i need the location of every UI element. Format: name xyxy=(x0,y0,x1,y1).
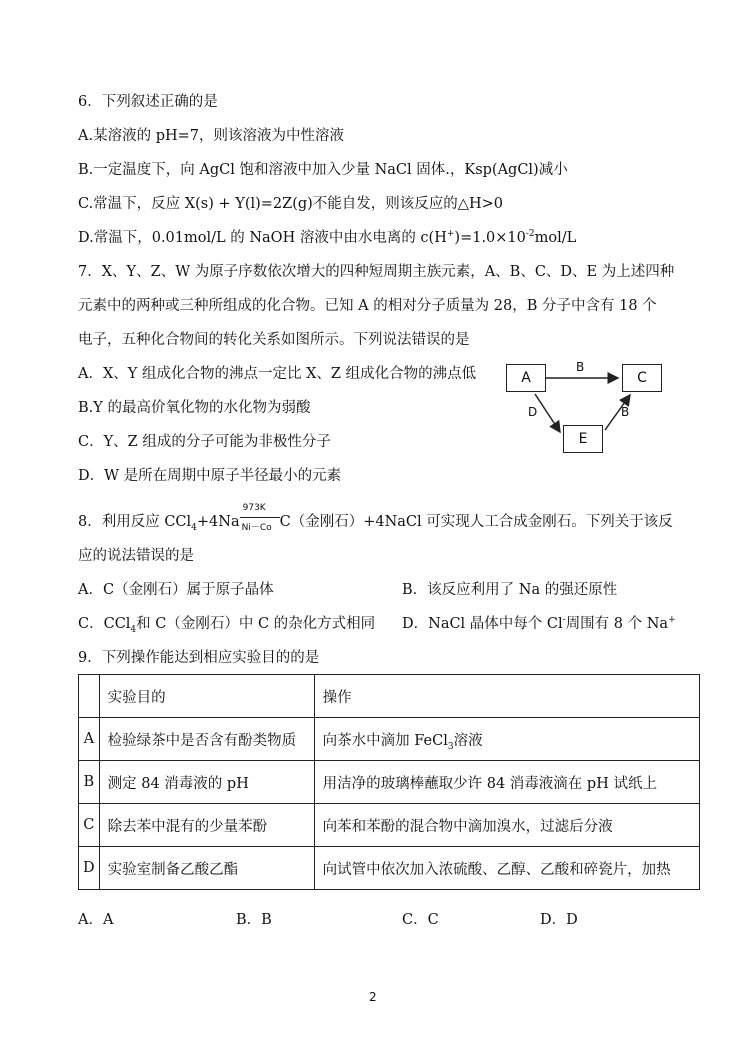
row-operation: 向苯和苯酚的混合物中滴加溴水，过滤后分液 xyxy=(314,804,699,847)
q7-stem-line3: 电子，五种化合物间的转化关系如图所示。下列说法错误的是 xyxy=(78,332,470,348)
q6-stem: 6．下列叙述正确的是 xyxy=(78,94,218,110)
q7-stem-line1: 7．X、Y、Z、W 为原子序数依次增大的四种短周期主族元素，A、B、C、D、E 为上述四种 xyxy=(78,264,675,280)
table-header-row xyxy=(79,675,700,718)
table-row xyxy=(79,718,700,761)
table-row xyxy=(79,804,700,847)
row-operation: 向试管中依次加入浓硫酸、乙醇、乙酸和碎瓷片，加热 xyxy=(314,847,699,890)
row-purpose: 实验室制备乙酸乙酯 xyxy=(99,847,314,890)
q9-choice-a: A．A xyxy=(78,912,114,928)
q7-option-b: B.Y 的最高价氧化物的水化物为弱酸 xyxy=(78,400,311,416)
q7-option-d: D．W 是所在周期中原子半径最小的元素 xyxy=(78,468,342,484)
page-number: 2 xyxy=(369,990,377,1004)
q7-stem-line2: 元素中的两种或三种所组成的化合物。已知 A 的相对分子质量为 28，B 分子中含有 18 个 xyxy=(78,298,657,314)
q8-option-c: C．CCl$_4$和 C（金刚石）中 C 的杂化方式相同 xyxy=(78,616,376,635)
q7-option-c: C．Y、Z 组成的分子可能为非极性分子 xyxy=(78,434,331,450)
box-a: A xyxy=(506,364,546,392)
q9-table xyxy=(78,674,700,890)
q9-choice-d: D．D xyxy=(540,912,578,928)
q7-option-a: A．X、Y 组成化合物的沸点一定比 X、Z 组成化合物的沸点低 xyxy=(78,366,477,382)
q8-option-a: A．C（金刚石）属于原子晶体 xyxy=(78,582,274,598)
label-a-to-c: B xyxy=(576,360,585,374)
table-row xyxy=(79,761,700,804)
arrow-a-to-e xyxy=(535,394,560,432)
header-key xyxy=(79,675,100,718)
row-key: A xyxy=(79,718,100,761)
header-operation: 操作 xyxy=(314,675,699,718)
row-key: B xyxy=(79,761,100,804)
q8-stem-line2: 应的说法错误的是 xyxy=(78,548,194,564)
label-e-to-c: B xyxy=(621,405,630,419)
row-key: C xyxy=(79,804,100,847)
q9-stem: 9．下列操作能达到相应实验目的的是 xyxy=(78,650,320,666)
q8-stem-line1: 8．利用反应 CCl$_4$+4Na $\frac{973K}{Ni-Co}$ C（金刚石）+4NaCl 可实现人工合成金刚石。下列关于该反 xyxy=(78,503,673,533)
box-e: E xyxy=(563,425,603,453)
label-a-to-e: D xyxy=(528,405,538,419)
q9-choice-c: C．C xyxy=(402,912,439,928)
q8-option-d: D．NaCl 晶体中每个 Cl-周围有 8 个 Na+ xyxy=(402,615,676,632)
row-operation: 用洁净的玻璃棒蘸取少许 84 消毒液滴在 pH 试纸上 xyxy=(314,761,699,804)
table-row xyxy=(79,847,700,890)
q6-option-b: B.一定温度下，向 AgCl 饱和溶液中加入少量 NaCl 固体.，Ksp(AgCl)减小 xyxy=(78,162,568,178)
row-operation: 向茶水中滴加 FeCl$_3$溶液 xyxy=(314,718,699,761)
q9-choice-b: B．B xyxy=(236,912,272,928)
reaction-condition: $\frac{973K}{Ni-Co}$ xyxy=(240,512,280,532)
row-purpose: 测定 84 消毒液的 pH xyxy=(99,761,314,804)
row-purpose: 检验绿茶中是否含有酚类物质 xyxy=(99,718,314,761)
q7-transformation-diagram xyxy=(505,358,685,458)
box-c: C xyxy=(622,364,662,392)
q6-option-a: A.某溶液的 pH=7，则该溶液为中性溶液 xyxy=(78,128,344,144)
q6-option-c: C.常温下，反应 X(s) + Y(l)=2Z(g)不能自发，则该反应的△H>0 xyxy=(78,196,503,212)
row-key: D xyxy=(79,847,100,890)
header-purpose: 实验目的 xyxy=(99,675,314,718)
q6-option-d: D.常温下，0.01mol/L 的 NaOH 溶液中由水电离的 $c(H^+)=1.0\times 10^{-2}mol/L$ xyxy=(78,229,577,246)
q8-option-b: B．该反应利用了 Na 的强还原性 xyxy=(402,582,618,598)
row-purpose: 除去苯中混有的少量苯酚 xyxy=(99,804,314,847)
